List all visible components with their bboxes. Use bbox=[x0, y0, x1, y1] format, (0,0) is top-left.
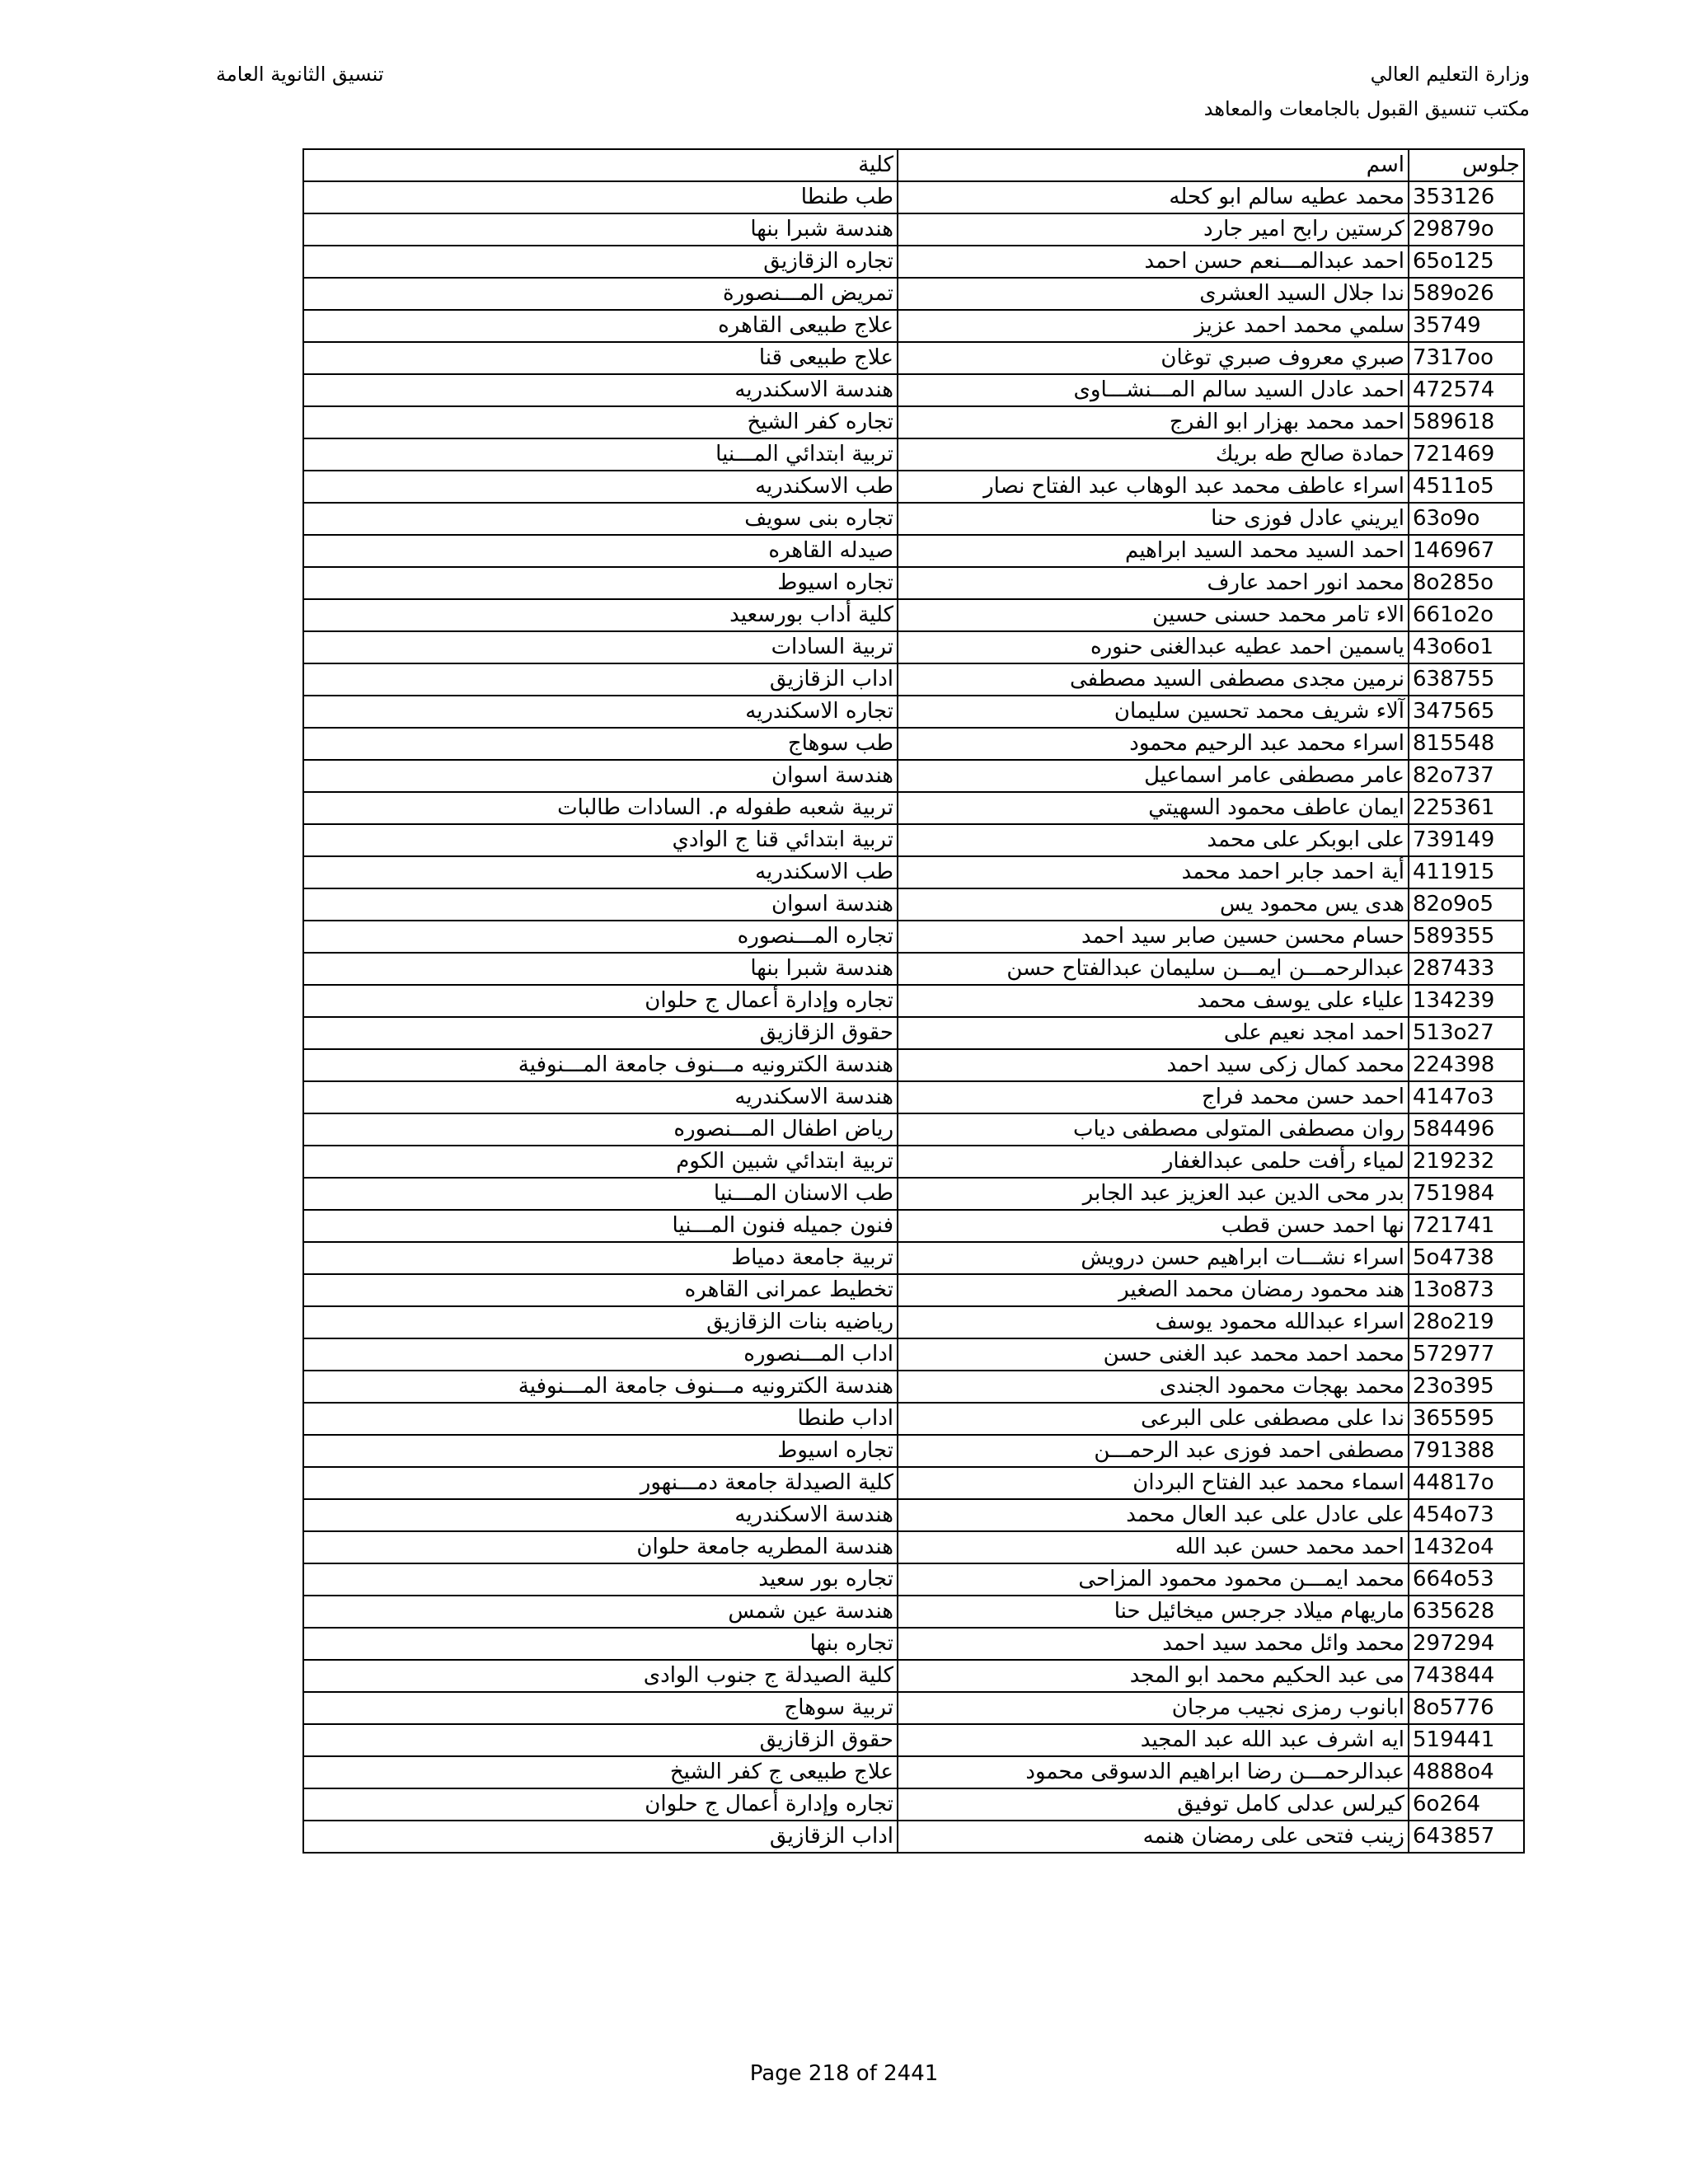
cell-faculty: تجاره اسيوط bbox=[303, 567, 898, 599]
table-row bbox=[303, 792, 1524, 824]
table-row bbox=[303, 1756, 1524, 1788]
cell-faculty: تمريض المـــنصورة bbox=[303, 278, 898, 310]
table-row bbox=[303, 1371, 1524, 1403]
cell-student-name: احمد محمد بهزار ابو الفرج bbox=[898, 406, 1409, 438]
cell-faculty: تجاره بنها bbox=[303, 1628, 898, 1660]
cell-faculty: حقوق الزقازيق bbox=[303, 1017, 898, 1049]
table-row bbox=[303, 1660, 1524, 1692]
cell-seat-number: 743844 bbox=[1409, 1660, 1524, 1692]
cell-seat-number: 635628 bbox=[1409, 1596, 1524, 1628]
cell-student-name: مصطفى احمد فوزى عبد الرحمـــن bbox=[898, 1435, 1409, 1467]
cell-student-name: عبدالرحمـــن ايمـــن سليمان عبدالفتاح حسن bbox=[898, 953, 1409, 985]
cell-faculty: تخطيط عمرانى القاهره bbox=[303, 1274, 898, 1306]
cell-student-name: على عادل على عبد العال محمد bbox=[898, 1499, 1409, 1531]
cell-seat-number: 43o6o1 bbox=[1409, 631, 1524, 663]
cell-student-name: اسراء نشـــات ابراهيم حسن درويش bbox=[898, 1242, 1409, 1274]
cell-seat-number: 5o4738 bbox=[1409, 1242, 1524, 1274]
table-row bbox=[303, 953, 1524, 985]
cell-faculty: تجاره الاسكندريه bbox=[303, 696, 898, 728]
cell-student-name: اسراء محمد عبد الرحيم محمود bbox=[898, 728, 1409, 760]
cell-faculty: اداب الزقازيق bbox=[303, 1821, 898, 1853]
cell-faculty: طب طنطا bbox=[303, 181, 898, 213]
document-title: تنسيق الثانوية العامة bbox=[216, 63, 384, 86]
table-row bbox=[303, 535, 1524, 567]
cell-faculty: كلية الصيدلة جامعة دمـــنهور bbox=[303, 1467, 898, 1499]
cell-faculty: هندسة المطريه جامعة حلوان bbox=[303, 1531, 898, 1563]
table-row bbox=[303, 856, 1524, 888]
cell-seat-number: 347565 bbox=[1409, 696, 1524, 728]
cell-faculty: تجاره بور سعيد bbox=[303, 1563, 898, 1596]
cell-faculty: تجاره اسيوط bbox=[303, 1435, 898, 1467]
table-row bbox=[303, 342, 1524, 374]
table-row bbox=[303, 1338, 1524, 1371]
cell-seat-number: 638755 bbox=[1409, 663, 1524, 696]
table-row bbox=[303, 1049, 1524, 1081]
table-row bbox=[303, 760, 1524, 792]
table-row bbox=[303, 1403, 1524, 1435]
cell-student-name: ياسمين احمد عطيه عبدالغنى حنوره bbox=[898, 631, 1409, 663]
table-row bbox=[303, 728, 1524, 760]
cell-seat-number: 791388 bbox=[1409, 1435, 1524, 1467]
table-row bbox=[303, 1628, 1524, 1660]
cell-seat-number: 4888o4 bbox=[1409, 1756, 1524, 1788]
cell-faculty: تربية ابتدائي شبين الكوم bbox=[303, 1146, 898, 1178]
cell-student-name: هدى يس محمود يس bbox=[898, 888, 1409, 921]
cell-faculty: علاج طبيعى ج كفر الشيخ bbox=[303, 1756, 898, 1788]
table-row bbox=[303, 1274, 1524, 1306]
cell-seat-number: 82o737 bbox=[1409, 760, 1524, 792]
cell-student-name: محمد كمال زكى سيد احمد bbox=[898, 1049, 1409, 1081]
cell-student-name: ابانوب رمزى نجيب مرجان bbox=[898, 1692, 1409, 1724]
cell-student-name: حمادة صالح طه بريك bbox=[898, 438, 1409, 471]
cell-faculty: رياضيه بنات الزقازيق bbox=[303, 1306, 898, 1338]
cell-faculty: هندسة شبرا بنها bbox=[303, 953, 898, 985]
cell-student-name: اسماء محمد عبد الفتاح البردان bbox=[898, 1467, 1409, 1499]
cell-seat-number: 297294 bbox=[1409, 1628, 1524, 1660]
cell-faculty: تجاره وإدارة أعمال ج حلوان bbox=[303, 985, 898, 1017]
cell-faculty: كلية أداب بورسعيد bbox=[303, 599, 898, 631]
cell-seat-number: 8o285o bbox=[1409, 567, 1524, 599]
cell-student-name: ماريهام ميلاد جرجس ميخائيل حنا bbox=[898, 1596, 1409, 1628]
table-row bbox=[303, 599, 1524, 631]
cell-seat-number: 23o395 bbox=[1409, 1371, 1524, 1403]
column-header-id: جلوس bbox=[1409, 149, 1524, 181]
cell-student-name: عبدالرحمـــن رضا ابراهيم الدسوقى محمود bbox=[898, 1756, 1409, 1788]
table-row bbox=[303, 1596, 1524, 1628]
table-row bbox=[303, 1788, 1524, 1821]
cell-faculty: اداب المـــنصوره bbox=[303, 1338, 898, 1371]
cell-student-name: الاء تامر محمد حسنى حسين bbox=[898, 599, 1409, 631]
cell-faculty: طب الاسكندريه bbox=[303, 471, 898, 503]
cell-student-name: احمد محمد حسن عبد الله bbox=[898, 1531, 1409, 1563]
table-row bbox=[303, 824, 1524, 856]
table-row bbox=[303, 696, 1524, 728]
cell-faculty: صيدله القاهره bbox=[303, 535, 898, 567]
cell-student-name: نرمين مجدى مصطفى السيد مصطفى bbox=[898, 663, 1409, 696]
cell-seat-number: 29879o bbox=[1409, 213, 1524, 246]
cell-student-name: هند محمود رمضان محمد الصغير bbox=[898, 1274, 1409, 1306]
cell-faculty: حقوق الزقازيق bbox=[303, 1724, 898, 1756]
cell-faculty: علاج طبيعى القاهره bbox=[303, 310, 898, 342]
cell-student-name: أية احمد جابر احمد محمد bbox=[898, 856, 1409, 888]
cell-seat-number: 589o26 bbox=[1409, 278, 1524, 310]
cell-faculty: هندسة الكترونيه مـــنوف جامعة المـــنوفية bbox=[303, 1049, 898, 1081]
cell-student-name: ايريني عادل فوزى حنا bbox=[898, 503, 1409, 535]
table-row bbox=[303, 246, 1524, 278]
ministry-title: وزارة التعليم العالي bbox=[1370, 63, 1530, 86]
cell-faculty: كلية الصيدلة ج جنوب الوادى bbox=[303, 1660, 898, 1692]
cell-seat-number: 65o125 bbox=[1409, 246, 1524, 278]
cell-seat-number: 472574 bbox=[1409, 374, 1524, 406]
cell-faculty: تربية جامعة دمياط bbox=[303, 1242, 898, 1274]
cell-seat-number: 1432o4 bbox=[1409, 1531, 1524, 1563]
cell-seat-number: 7317oo bbox=[1409, 342, 1524, 374]
cell-seat-number: 225361 bbox=[1409, 792, 1524, 824]
cell-student-name: محمد ايمـــن محمود محمود المزاحى bbox=[898, 1563, 1409, 1596]
cell-seat-number: 35749 bbox=[1409, 310, 1524, 342]
cell-seat-number: 661o2o bbox=[1409, 599, 1524, 631]
cell-seat-number: 353126 bbox=[1409, 181, 1524, 213]
cell-seat-number: 4147o3 bbox=[1409, 1081, 1524, 1113]
table-row bbox=[303, 1081, 1524, 1113]
cell-student-name: احمد امجد نعيم على bbox=[898, 1017, 1409, 1049]
cell-faculty: هندسة الاسكندريه bbox=[303, 374, 898, 406]
cell-faculty: هندسة الاسكندريه bbox=[303, 1499, 898, 1531]
cell-student-name: احمد حسن محمد فراج bbox=[898, 1081, 1409, 1113]
table-row bbox=[303, 1242, 1524, 1274]
cell-seat-number: 519441 bbox=[1409, 1724, 1524, 1756]
cell-faculty: هندسة الكترونيه مـــنوف جامعة المـــنوفية bbox=[303, 1371, 898, 1403]
table-row bbox=[303, 1531, 1524, 1563]
cell-faculty: تجاره وإدارة أعمال ج حلوان bbox=[303, 1788, 898, 1821]
cell-seat-number: 589355 bbox=[1409, 921, 1524, 953]
cell-seat-number: 572977 bbox=[1409, 1338, 1524, 1371]
cell-student-name: بدر محى الدين عبد العزيز عبد الجابر bbox=[898, 1178, 1409, 1210]
cell-seat-number: 224398 bbox=[1409, 1049, 1524, 1081]
cell-faculty: علاج طبيعى قنا bbox=[303, 342, 898, 374]
cell-faculty: تجاره المـــنصوره bbox=[303, 921, 898, 953]
cell-faculty: طب الاسكندريه bbox=[303, 856, 898, 888]
cell-seat-number: 365595 bbox=[1409, 1403, 1524, 1435]
cell-faculty: طب سوهاج bbox=[303, 728, 898, 760]
column-header-name: اسم bbox=[898, 149, 1409, 181]
page-number: Page 218 of 2441 bbox=[749, 2061, 939, 2086]
table-row bbox=[303, 406, 1524, 438]
cell-student-name: آلاء شريف محمد تحسين سليمان bbox=[898, 696, 1409, 728]
cell-faculty: تجاره بنى سويف bbox=[303, 503, 898, 535]
table-row bbox=[303, 1724, 1524, 1756]
table-row bbox=[303, 1146, 1524, 1178]
cell-seat-number: 454o73 bbox=[1409, 1499, 1524, 1531]
table-row bbox=[303, 1210, 1524, 1242]
cell-seat-number: 411915 bbox=[1409, 856, 1524, 888]
cell-faculty: تربية السادات bbox=[303, 631, 898, 663]
table-row bbox=[303, 1499, 1524, 1531]
cell-student-name: احمد عبدالمـــنعم حسن احمد bbox=[898, 246, 1409, 278]
cell-student-name: محمد بهجات محمود الجندى bbox=[898, 1371, 1409, 1403]
cell-seat-number: 8o5776 bbox=[1409, 1692, 1524, 1724]
table-row bbox=[303, 985, 1524, 1017]
table-row bbox=[303, 310, 1524, 342]
cell-seat-number: 751984 bbox=[1409, 1178, 1524, 1210]
cell-seat-number: 146967 bbox=[1409, 535, 1524, 567]
cell-seat-number: 739149 bbox=[1409, 824, 1524, 856]
cell-student-name: لمياء رأفت حلمى عبدالغفار bbox=[898, 1146, 1409, 1178]
cell-faculty: تربية ابتدائي قنا ج الوادي bbox=[303, 824, 898, 856]
cell-student-name: صبري معروف صبري توغان bbox=[898, 342, 1409, 374]
table-row bbox=[303, 1435, 1524, 1467]
cell-student-name: على ابوبكر على محمد bbox=[898, 824, 1409, 856]
cell-faculty: فنون جميله فنون المـــنيا bbox=[303, 1210, 898, 1242]
cell-student-name: محمد عطيه سالم ابو كحله bbox=[898, 181, 1409, 213]
cell-student-name: سلمي محمد احمد عزيز bbox=[898, 310, 1409, 342]
cell-faculty: تربية شعبه طفوله م. السادات طالبات bbox=[303, 792, 898, 824]
cell-faculty: تربية سوهاج bbox=[303, 1692, 898, 1724]
cell-student-name: مى عبد الحكيم محمد ابو المجد bbox=[898, 1660, 1409, 1692]
cell-student-name: نها احمد حسن قطب bbox=[898, 1210, 1409, 1242]
cell-student-name: حسام محسن حسين صابر سيد احمد bbox=[898, 921, 1409, 953]
cell-seat-number: 134239 bbox=[1409, 985, 1524, 1017]
table-row bbox=[303, 663, 1524, 696]
cell-student-name: كرستين رابح امير جارد bbox=[898, 213, 1409, 246]
cell-student-name: علياء على يوسف محمد bbox=[898, 985, 1409, 1017]
table-row bbox=[303, 374, 1524, 406]
cell-faculty: هندسة اسوان bbox=[303, 888, 898, 921]
table-row bbox=[303, 1113, 1524, 1146]
cell-seat-number: 584496 bbox=[1409, 1113, 1524, 1146]
cell-faculty: هندسة شبرا بنها bbox=[303, 213, 898, 246]
table-row bbox=[303, 888, 1524, 921]
cell-student-name: اسراء عبدالله محمود يوسف bbox=[898, 1306, 1409, 1338]
table-row bbox=[303, 503, 1524, 535]
table-row bbox=[303, 438, 1524, 471]
cell-student-name: احمد السيد محمد السيد ابراهيم bbox=[898, 535, 1409, 567]
cell-seat-number: 63o9o bbox=[1409, 503, 1524, 535]
cell-student-name: ندا جلال السيد العشرى bbox=[898, 278, 1409, 310]
cell-seat-number: 721469 bbox=[1409, 438, 1524, 471]
cell-student-name: محمد احمد محمد عبد الغنى حسن bbox=[898, 1338, 1409, 1371]
table-row bbox=[303, 1306, 1524, 1338]
table-row bbox=[303, 1692, 1524, 1724]
table-row bbox=[303, 471, 1524, 503]
cell-seat-number: 513o27 bbox=[1409, 1017, 1524, 1049]
table-row bbox=[303, 567, 1524, 599]
cell-seat-number: 28o219 bbox=[1409, 1306, 1524, 1338]
table-row bbox=[303, 278, 1524, 310]
cell-student-name: محمد وائل محمد سيد احمد bbox=[898, 1628, 1409, 1660]
cell-faculty: تربية ابتدائي المـــنيا bbox=[303, 438, 898, 471]
cell-seat-number: 4511o5 bbox=[1409, 471, 1524, 503]
cell-faculty: هندسة الاسكندريه bbox=[303, 1081, 898, 1113]
cell-student-name: كيرلس عدلى كامل توفيق bbox=[898, 1788, 1409, 1821]
cell-seat-number: 643857 bbox=[1409, 1821, 1524, 1853]
cell-student-name: محمد انور احمد عارف bbox=[898, 567, 1409, 599]
cell-student-name: ايه اشرف عبد الله عبد المجيد bbox=[898, 1724, 1409, 1756]
table-row bbox=[303, 1017, 1524, 1049]
cell-seat-number: 6o264 bbox=[1409, 1788, 1524, 1821]
cell-student-name: احمد عادل السيد سالم المـــنشـــاوى bbox=[898, 374, 1409, 406]
table-row bbox=[303, 213, 1524, 246]
cell-seat-number: 287433 bbox=[1409, 953, 1524, 985]
cell-student-name: اسراء عاطف محمد عبد الوهاب عبد الفتاح نصار bbox=[898, 471, 1409, 503]
table-header-row bbox=[303, 149, 1524, 181]
table-body bbox=[303, 181, 1524, 1853]
office-title: مكتب تنسيق القبول بالجامعات والمعاهد bbox=[1203, 97, 1530, 120]
cell-seat-number: 219232 bbox=[1409, 1146, 1524, 1178]
cell-seat-number: 82o9o5 bbox=[1409, 888, 1524, 921]
cell-seat-number: 13o873 bbox=[1409, 1274, 1524, 1306]
cell-seat-number: 589618 bbox=[1409, 406, 1524, 438]
cell-seat-number: 721741 bbox=[1409, 1210, 1524, 1242]
table-row bbox=[303, 1563, 1524, 1596]
cell-faculty: رياض اطفال المـــنصوره bbox=[303, 1113, 898, 1146]
cell-student-name: روان مصطفى المتولى مصطفى دياب bbox=[898, 1113, 1409, 1146]
cell-faculty: هندسة عين شمس bbox=[303, 1596, 898, 1628]
cell-seat-number: 815548 bbox=[1409, 728, 1524, 760]
cell-student-name: زينب فتحى على رمضان هنمه bbox=[898, 1821, 1409, 1853]
cell-seat-number: 664o53 bbox=[1409, 1563, 1524, 1596]
cell-faculty: تجاره الزقازيق bbox=[303, 246, 898, 278]
cell-faculty: طب الاسنان المـــنيا bbox=[303, 1178, 898, 1210]
table-row bbox=[303, 1178, 1524, 1210]
cell-student-name: ندا على مصطفى على البرعى bbox=[898, 1403, 1409, 1435]
cell-faculty: اداب طنطا bbox=[303, 1403, 898, 1435]
table-row bbox=[303, 631, 1524, 663]
table-row bbox=[303, 1467, 1524, 1499]
cell-faculty: اداب الزقازيق bbox=[303, 663, 898, 696]
cell-student-name: ايمان عاطف محمود السهيتي bbox=[898, 792, 1409, 824]
results-table bbox=[302, 148, 1525, 1854]
column-header-faculty: كلية bbox=[303, 149, 898, 181]
cell-seat-number: 44817o bbox=[1409, 1467, 1524, 1499]
cell-faculty: هندسة اسوان bbox=[303, 760, 898, 792]
cell-faculty: تجاره كفر الشيخ bbox=[303, 406, 898, 438]
cell-student-name: عامر مصطفى عامر اسماعيل bbox=[898, 760, 1409, 792]
table-row bbox=[303, 921, 1524, 953]
table-row bbox=[303, 1821, 1524, 1853]
table-row bbox=[303, 181, 1524, 213]
